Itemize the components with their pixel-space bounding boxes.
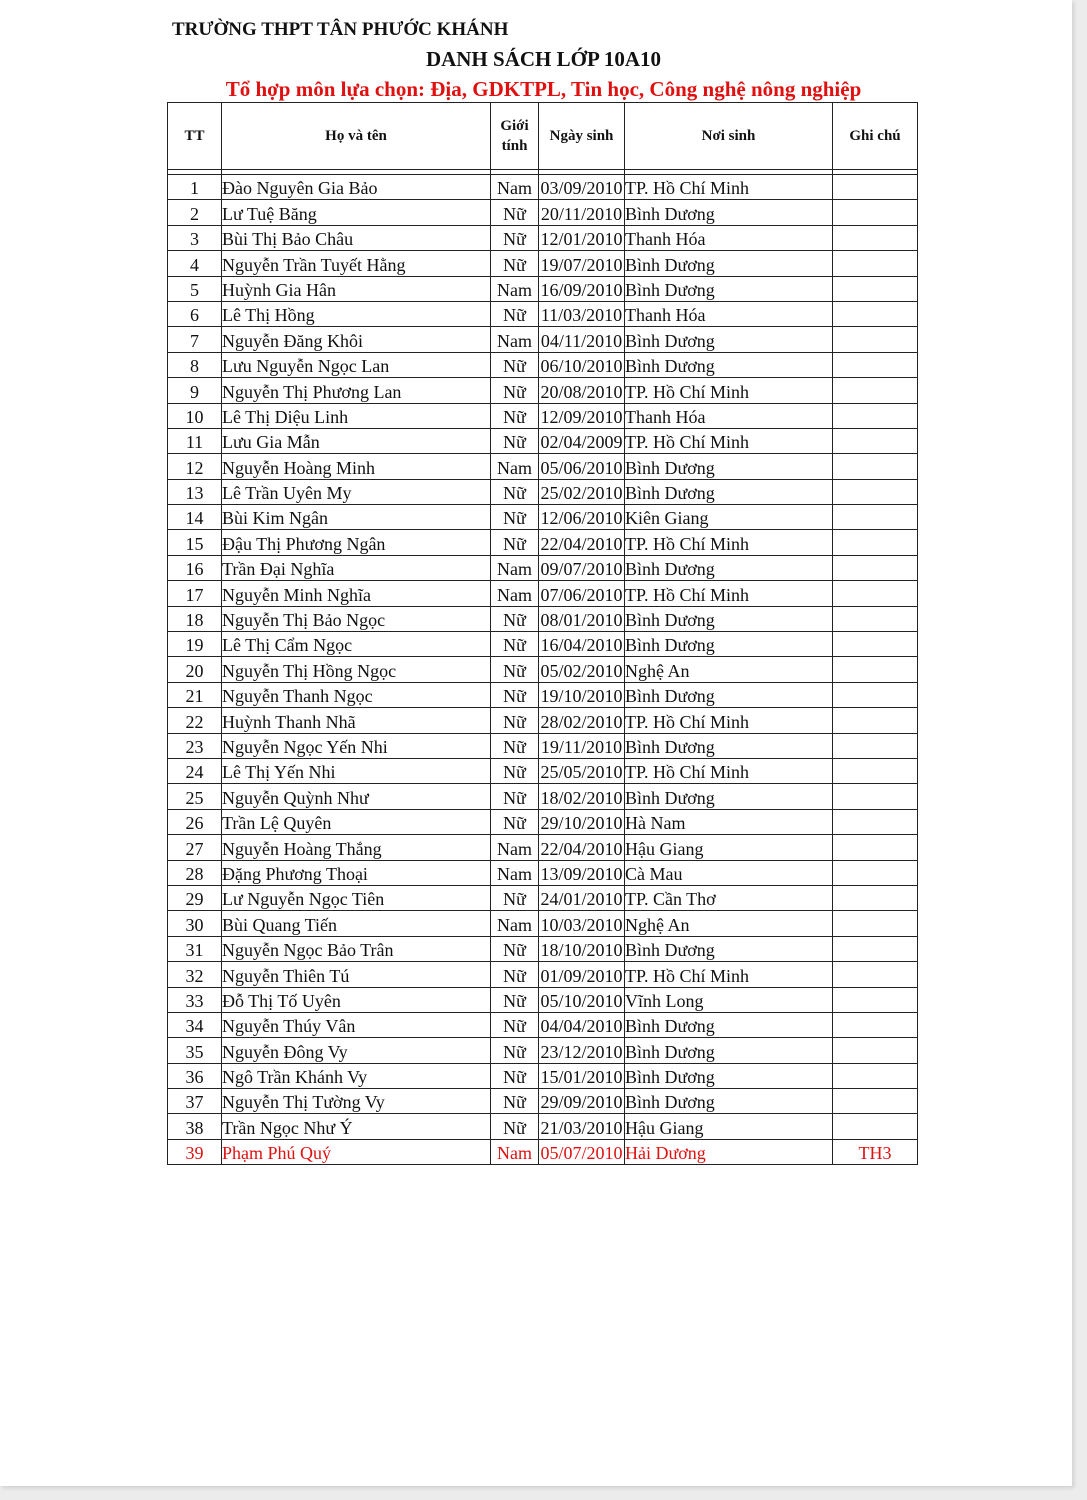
- cell-tt: 24: [168, 758, 222, 783]
- table-row: [168, 708, 918, 733]
- cell-place: Vĩnh Long: [625, 987, 833, 1012]
- cell-name: Nguyễn Hoàng Thắng: [222, 835, 491, 860]
- cell-tt: 9: [168, 378, 222, 403]
- cell-tt: 36: [168, 1063, 222, 1088]
- cell-note: [833, 505, 918, 530]
- cell-name: Ngô Trần Khánh Vy: [222, 1063, 491, 1088]
- cell-dob: 07/06/2010: [539, 581, 625, 606]
- cell-gender: Nam: [491, 555, 539, 580]
- cell-place: TP. Hồ Chí Minh: [625, 962, 833, 987]
- cell-tt: 2: [168, 200, 222, 225]
- cell-note: [833, 835, 918, 860]
- cell-dob: 01/09/2010: [539, 962, 625, 987]
- table-row: [168, 479, 918, 504]
- cell-place: Bình Dương: [625, 454, 833, 479]
- cell-name: Trần Lệ Quyên: [222, 809, 491, 834]
- cell-tt: 17: [168, 581, 222, 606]
- cell-name: Nguyễn Minh Nghĩa: [222, 581, 491, 606]
- cell-place: Nghệ An: [625, 657, 833, 682]
- cell-place: Bình Dương: [625, 1012, 833, 1037]
- cell-place: Kiên Giang: [625, 505, 833, 530]
- cell-dob: 19/10/2010: [539, 682, 625, 707]
- cell-dob: 16/04/2010: [539, 632, 625, 657]
- cell-tt: 15: [168, 530, 222, 555]
- column-header-place: Nơi sinh: [625, 103, 833, 170]
- cell-dob: 20/08/2010: [539, 378, 625, 403]
- table-row: [168, 175, 918, 200]
- table-row: [168, 835, 918, 860]
- cell-note: [833, 962, 918, 987]
- cell-gender: Nam: [491, 276, 539, 301]
- cell-name: Đào Nguyên Gia Bảo: [222, 175, 491, 200]
- cell-dob: 18/02/2010: [539, 784, 625, 809]
- cell-place: Bình Dương: [625, 1038, 833, 1063]
- cell-dob: 03/09/2010: [539, 175, 625, 200]
- cell-name: Lư Tuệ Băng: [222, 200, 491, 225]
- cell-tt: 4: [168, 251, 222, 276]
- cell-place: TP. Hồ Chí Minh: [625, 175, 833, 200]
- cell-gender: Nam: [491, 581, 539, 606]
- cell-note: [833, 885, 918, 910]
- cell-name: Nguyễn Quỳnh Như: [222, 784, 491, 809]
- cell-place: TP. Hồ Chí Minh: [625, 581, 833, 606]
- table-row: [168, 987, 918, 1012]
- table-row: [168, 860, 918, 885]
- cell-dob: 06/10/2010: [539, 352, 625, 377]
- cell-dob: 18/10/2010: [539, 936, 625, 961]
- cell-note: [833, 606, 918, 631]
- cell-note: [833, 911, 918, 936]
- cell-place: Bình Dương: [625, 784, 833, 809]
- table-row: [168, 555, 918, 580]
- table-header-row: [168, 103, 918, 170]
- cell-tt: 26: [168, 809, 222, 834]
- cell-gender: Nữ: [491, 758, 539, 783]
- cell-name: Huỳnh Gia Hân: [222, 276, 491, 301]
- cell-tt: 31: [168, 936, 222, 961]
- cell-note: [833, 175, 918, 200]
- cell-tt: 12: [168, 454, 222, 479]
- cell-tt: 32: [168, 962, 222, 987]
- cell-name: Lê Thị Cẩm Ngọc: [222, 632, 491, 657]
- cell-gender: Nữ: [491, 428, 539, 453]
- cell-dob: 05/07/2010: [539, 1139, 625, 1164]
- cell-note: [833, 784, 918, 809]
- table-row: [168, 352, 918, 377]
- subject-combination: Tổ hợp môn lựa chọn: Địa, GDKTPL, Tin học, Công nghệ nông nghiệp: [225, 77, 862, 101]
- cell-dob: 20/11/2010: [539, 200, 625, 225]
- cell-gender: Nữ: [491, 530, 539, 555]
- cell-name: Nguyễn Trần Tuyết Hằng: [222, 251, 491, 276]
- cell-note: [833, 936, 918, 961]
- cell-name: Đỗ Thị Tố Uyên: [222, 987, 491, 1012]
- cell-gender: Nữ: [491, 885, 539, 910]
- cell-dob: 16/09/2010: [539, 276, 625, 301]
- table-row: [168, 632, 918, 657]
- cell-place: Bình Dương: [625, 200, 833, 225]
- cell-dob: 10/03/2010: [539, 911, 625, 936]
- cell-name: Nguyễn Thúy Vân: [222, 1012, 491, 1037]
- cell-gender: Nữ: [491, 809, 539, 834]
- cell-place: Bình Dương: [625, 327, 833, 352]
- cell-dob: 12/01/2010: [539, 225, 625, 250]
- cell-note: [833, 378, 918, 403]
- cell-gender: Nữ: [491, 225, 539, 250]
- cell-dob: 02/04/2009: [539, 428, 625, 453]
- cell-gender: Nữ: [491, 1063, 539, 1088]
- cell-dob: 04/04/2010: [539, 1012, 625, 1037]
- cell-dob: 04/11/2010: [539, 327, 625, 352]
- cell-name: Đậu Thị Phương Ngân: [222, 530, 491, 555]
- cell-gender: Nữ: [491, 657, 539, 682]
- cell-place: Bình Dương: [625, 682, 833, 707]
- cell-gender: Nam: [491, 327, 539, 352]
- cell-name: Lê Thị Hồng: [222, 301, 491, 326]
- school-name: TRƯỜNG THPT TÂN PHƯỚC KHÁNH: [172, 19, 509, 40]
- cell-gender: Nữ: [491, 632, 539, 657]
- cell-note: [833, 327, 918, 352]
- cell-tt: 20: [168, 657, 222, 682]
- table-row: [168, 733, 918, 758]
- cell-gender: Nữ: [491, 708, 539, 733]
- cell-note: [833, 809, 918, 834]
- column-header-dob: Ngày sinh: [539, 103, 625, 170]
- cell-tt: 13: [168, 479, 222, 504]
- cell-tt: 27: [168, 835, 222, 860]
- cell-dob: 29/09/2010: [539, 1089, 625, 1114]
- cell-place: Bình Dương: [625, 352, 833, 377]
- cell-place: Bình Dương: [625, 606, 833, 631]
- cell-place: Hà Nam: [625, 809, 833, 834]
- cell-place: Bình Dương: [625, 555, 833, 580]
- cell-gender: Nam: [491, 911, 539, 936]
- cell-note: [833, 733, 918, 758]
- cell-place: Cà Mau: [625, 860, 833, 885]
- cell-tt: 22: [168, 708, 222, 733]
- cell-note: [833, 555, 918, 580]
- cell-note: [833, 276, 918, 301]
- cell-name: Lê Thị Yến Nhi: [222, 758, 491, 783]
- table-row: [168, 276, 918, 301]
- cell-gender: Nữ: [491, 733, 539, 758]
- cell-tt: 1: [168, 175, 222, 200]
- cell-name: Bùi Quang Tiến: [222, 911, 491, 936]
- table-row: [168, 1089, 918, 1114]
- table-row: [168, 200, 918, 225]
- table-row: [168, 378, 918, 403]
- cell-tt: 18: [168, 606, 222, 631]
- cell-name: Nguyễn Thị Bảo Ngọc: [222, 606, 491, 631]
- cell-name: Nguyễn Hoàng Minh: [222, 454, 491, 479]
- cell-dob: 19/07/2010: [539, 251, 625, 276]
- cell-note: [833, 682, 918, 707]
- cell-place: Thanh Hóa: [625, 301, 833, 326]
- class-roster-table: [167, 102, 918, 1165]
- cell-place: TP. Hồ Chí Minh: [625, 708, 833, 733]
- cell-name: Lư Nguyễn Ngọc Tiên: [222, 885, 491, 910]
- cell-note: [833, 987, 918, 1012]
- gender-header-line1: Giới: [500, 118, 529, 134]
- cell-dob: 12/06/2010: [539, 505, 625, 530]
- column-header-tt: TT: [168, 103, 222, 170]
- table-row: [168, 581, 918, 606]
- cell-dob: 09/07/2010: [539, 555, 625, 580]
- cell-gender: Nữ: [491, 403, 539, 428]
- cell-note: [833, 454, 918, 479]
- cell-gender: Nam: [491, 175, 539, 200]
- column-header-gender: [491, 103, 539, 170]
- cell-note: [833, 225, 918, 250]
- cell-name: Nguyễn Thị Phương Lan: [222, 378, 491, 403]
- cell-note: [833, 530, 918, 555]
- cell-note: TH3: [833, 1139, 918, 1164]
- cell-dob: 13/09/2010: [539, 860, 625, 885]
- table-row: [168, 758, 918, 783]
- cell-tt: 19: [168, 632, 222, 657]
- cell-place: TP. Hồ Chí Minh: [625, 758, 833, 783]
- cell-gender: Nữ: [491, 987, 539, 1012]
- cell-note: [833, 1089, 918, 1114]
- cell-place: TP. Hồ Chí Minh: [625, 428, 833, 453]
- cell-tt: 34: [168, 1012, 222, 1037]
- cell-name: Nguyễn Thị Hồng Ngọc: [222, 657, 491, 682]
- cell-place: Hậu Giang: [625, 835, 833, 860]
- cell-place: Thanh Hóa: [625, 225, 833, 250]
- cell-dob: 24/01/2010: [539, 885, 625, 910]
- cell-name: Nguyễn Thiên Tú: [222, 962, 491, 987]
- cell-tt: 28: [168, 860, 222, 885]
- cell-note: [833, 581, 918, 606]
- cell-note: [833, 1012, 918, 1037]
- cell-place: Bình Dương: [625, 276, 833, 301]
- cell-tt: 25: [168, 784, 222, 809]
- cell-note: [833, 403, 918, 428]
- cell-name: Nguyễn Ngọc Bảo Trân: [222, 936, 491, 961]
- cell-dob: 25/02/2010: [539, 479, 625, 504]
- table-row: [168, 962, 918, 987]
- cell-tt: 30: [168, 911, 222, 936]
- cell-note: [833, 479, 918, 504]
- table-row: [168, 885, 918, 910]
- cell-gender: Nữ: [491, 962, 539, 987]
- cell-tt: 21: [168, 682, 222, 707]
- cell-tt: 14: [168, 505, 222, 530]
- cell-name: Lê Trần Uyên My: [222, 479, 491, 504]
- cell-tt: 38: [168, 1114, 222, 1139]
- table-body: [168, 170, 918, 1165]
- table-row: [168, 403, 918, 428]
- cell-name: Nguyễn Thanh Ngọc: [222, 682, 491, 707]
- gender-header-line2: tính: [501, 138, 528, 154]
- cell-note: [833, 708, 918, 733]
- table-row: [168, 327, 918, 352]
- cell-name: Lưu Nguyễn Ngọc Lan: [222, 352, 491, 377]
- cell-place: Bình Dương: [625, 479, 833, 504]
- cell-note: [833, 251, 918, 276]
- cell-place: Bình Dương: [625, 251, 833, 276]
- cell-note: [833, 428, 918, 453]
- cell-place: Hậu Giang: [625, 1114, 833, 1139]
- table-row: [168, 505, 918, 530]
- cell-tt: 33: [168, 987, 222, 1012]
- table-row: [168, 936, 918, 961]
- cell-tt: 29: [168, 885, 222, 910]
- cell-note: [833, 1038, 918, 1063]
- cell-gender: Nữ: [491, 301, 539, 326]
- cell-dob: 29/10/2010: [539, 809, 625, 834]
- cell-tt: 5: [168, 276, 222, 301]
- table-row: [168, 784, 918, 809]
- column-header-note: Ghi chú: [833, 103, 918, 170]
- cell-tt: 10: [168, 403, 222, 428]
- cell-note: [833, 657, 918, 682]
- cell-name: Nguyễn Đăng Khôi: [222, 327, 491, 352]
- table-row: [168, 454, 918, 479]
- cell-place: TP. Hồ Chí Minh: [625, 378, 833, 403]
- cell-tt: 11: [168, 428, 222, 453]
- cell-gender: Nữ: [491, 251, 539, 276]
- cell-dob: 25/05/2010: [539, 758, 625, 783]
- cell-gender: Nam: [491, 835, 539, 860]
- cell-tt: 23: [168, 733, 222, 758]
- cell-name: Nguyễn Thị Tường Vy: [222, 1089, 491, 1114]
- table-row: [168, 1063, 918, 1088]
- cell-place: Bình Dương: [625, 1063, 833, 1088]
- cell-name: Huỳnh Thanh Nhã: [222, 708, 491, 733]
- cell-note: [833, 1114, 918, 1139]
- cell-place: TP. Hồ Chí Minh: [625, 530, 833, 555]
- table-row: [168, 251, 918, 276]
- table-row: [168, 530, 918, 555]
- cell-dob: 12/09/2010: [539, 403, 625, 428]
- cell-gender: Nữ: [491, 682, 539, 707]
- table-row: [168, 301, 918, 326]
- cell-place: Bình Dương: [625, 936, 833, 961]
- cell-dob: 05/02/2010: [539, 657, 625, 682]
- cell-gender: Nữ: [491, 505, 539, 530]
- cell-dob: 28/02/2010: [539, 708, 625, 733]
- cell-gender: Nữ: [491, 378, 539, 403]
- table-row: [168, 1012, 918, 1037]
- cell-tt: 37: [168, 1089, 222, 1114]
- table-row: [168, 682, 918, 707]
- cell-tt: 3: [168, 225, 222, 250]
- table-row: [168, 911, 918, 936]
- table-row: [168, 657, 918, 682]
- cell-name: Nguyễn Đông Vy: [222, 1038, 491, 1063]
- cell-gender: Nữ: [491, 936, 539, 961]
- cell-gender: Nữ: [491, 479, 539, 504]
- column-header-name: Họ và tên: [222, 103, 491, 170]
- cell-tt: 16: [168, 555, 222, 580]
- cell-dob: 19/11/2010: [539, 733, 625, 758]
- cell-dob: 22/04/2010: [539, 835, 625, 860]
- table-row: [168, 809, 918, 834]
- cell-name: Trần Đại Nghĩa: [222, 555, 491, 580]
- cell-dob: 05/06/2010: [539, 454, 625, 479]
- cell-note: [833, 860, 918, 885]
- cell-gender: Nữ: [491, 352, 539, 377]
- cell-note: [833, 352, 918, 377]
- table-row: [168, 1038, 918, 1063]
- cell-dob: 23/12/2010: [539, 1038, 625, 1063]
- cell-dob: 22/04/2010: [539, 530, 625, 555]
- cell-gender: Nữ: [491, 784, 539, 809]
- cell-name: Đặng Phương Thoại: [222, 860, 491, 885]
- cell-name: Trần Ngọc Như Ý: [222, 1114, 491, 1139]
- cell-place: Thanh Hóa: [625, 403, 833, 428]
- cell-place: Bình Dương: [625, 1089, 833, 1114]
- cell-note: [833, 200, 918, 225]
- cell-gender: Nữ: [491, 1012, 539, 1037]
- cell-gender: Nữ: [491, 1038, 539, 1063]
- cell-note: [833, 301, 918, 326]
- cell-place: Bình Dương: [625, 632, 833, 657]
- cell-tt: 7: [168, 327, 222, 352]
- cell-gender: Nữ: [491, 200, 539, 225]
- table-row: [168, 1139, 918, 1164]
- cell-dob: 11/03/2010: [539, 301, 625, 326]
- cell-gender: Nam: [491, 1139, 539, 1164]
- cell-place: Bình Dương: [625, 733, 833, 758]
- cell-name: Bùi Thị Bảo Châu: [222, 225, 491, 250]
- cell-tt: 35: [168, 1038, 222, 1063]
- cell-gender: Nam: [491, 860, 539, 885]
- cell-note: [833, 758, 918, 783]
- cell-name: Nguyễn Ngọc Yến Nhi: [222, 733, 491, 758]
- cell-name: Lê Thị Diệu Linh: [222, 403, 491, 428]
- cell-place: Nghệ An: [625, 911, 833, 936]
- table-row: [168, 428, 918, 453]
- cell-name: Bùi Kim Ngân: [222, 505, 491, 530]
- cell-gender: Nữ: [491, 1114, 539, 1139]
- cell-name: Phạm Phú Quý: [222, 1139, 491, 1164]
- cell-note: [833, 632, 918, 657]
- cell-gender: Nam: [491, 454, 539, 479]
- cell-name: Lưu Gia Mẫn: [222, 428, 491, 453]
- cell-tt: 39: [168, 1139, 222, 1164]
- cell-tt: 8: [168, 352, 222, 377]
- cell-tt: 6: [168, 301, 222, 326]
- table-row: [168, 225, 918, 250]
- cell-dob: 08/01/2010: [539, 606, 625, 631]
- cell-gender: Nữ: [491, 606, 539, 631]
- cell-note: [833, 1063, 918, 1088]
- cell-place: TP. Cần Thơ: [625, 885, 833, 910]
- table-row: [168, 606, 918, 631]
- table-row: [168, 1114, 918, 1139]
- page-title: DANH SÁCH LỚP 10A10: [425, 47, 662, 71]
- cell-dob: 15/01/2010: [539, 1063, 625, 1088]
- cell-dob: 21/03/2010: [539, 1114, 625, 1139]
- cell-gender: Nữ: [491, 1089, 539, 1114]
- cell-place: Hải Dương: [625, 1139, 833, 1164]
- cell-dob: 05/10/2010: [539, 987, 625, 1012]
